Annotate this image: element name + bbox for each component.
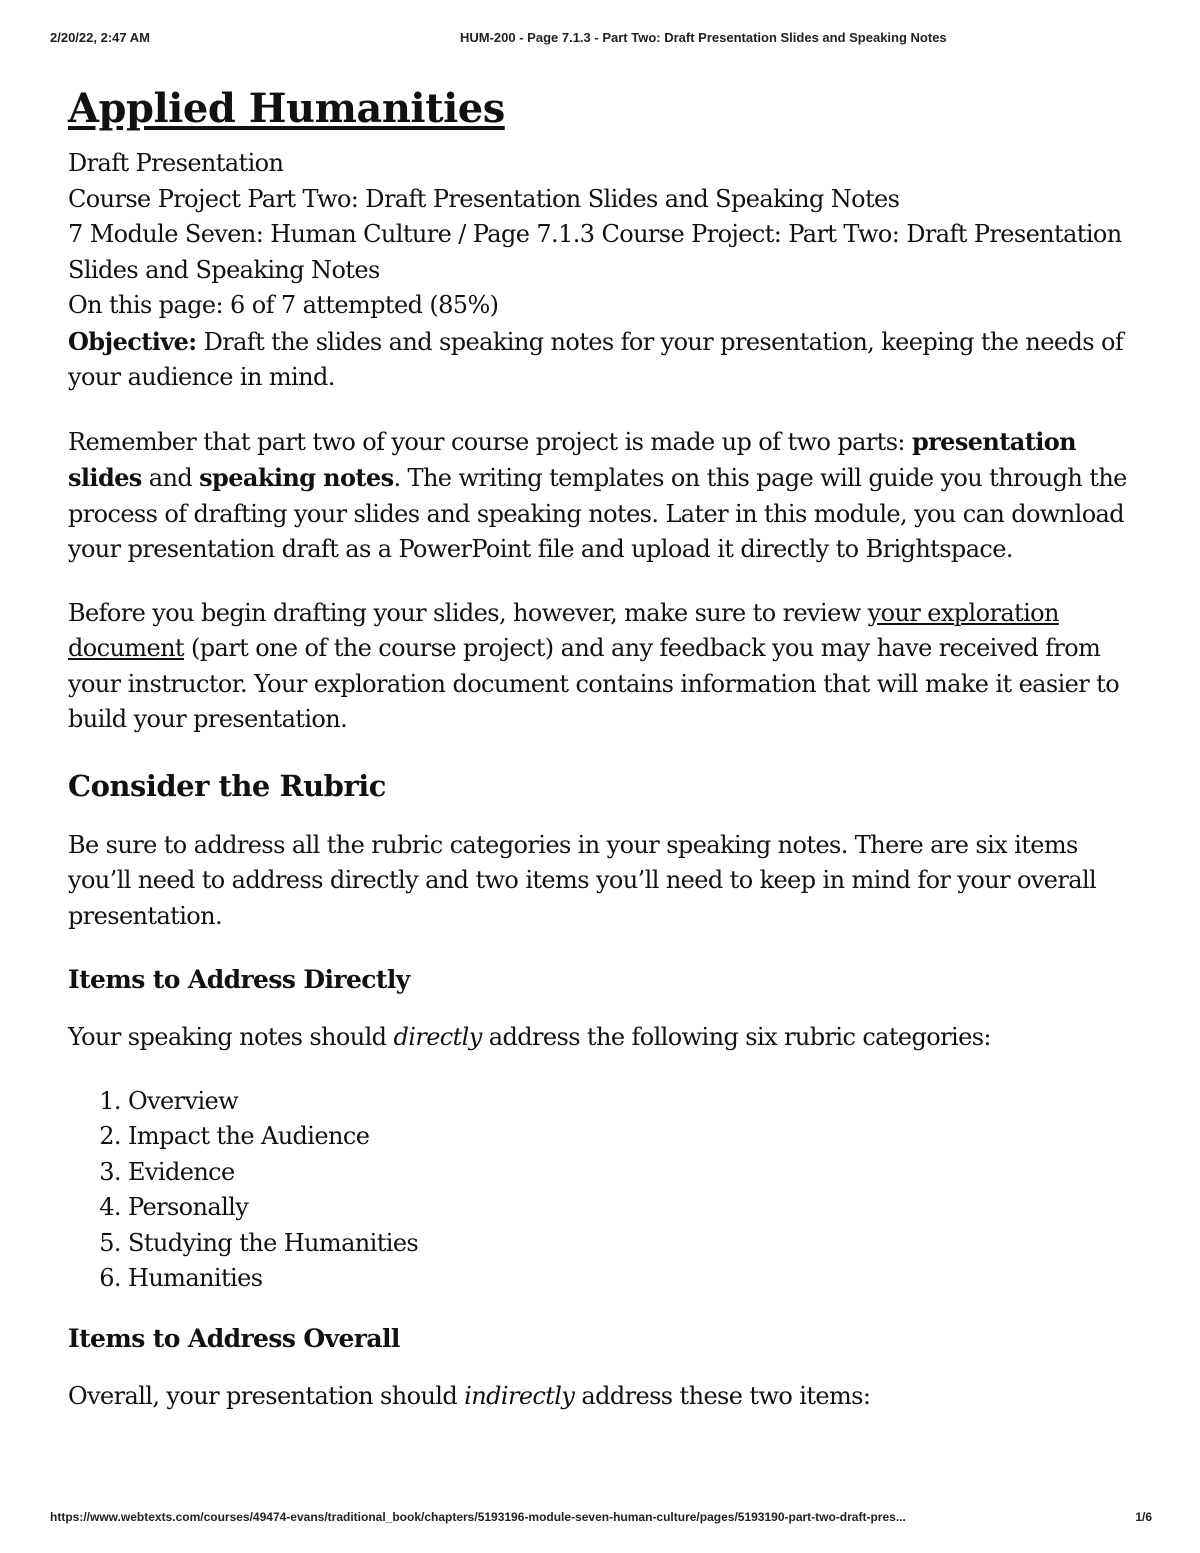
direct-emphasis: directly	[393, 1023, 482, 1051]
intro-text-a: Remember that part two of your course project is made up of two parts:	[68, 427, 912, 456]
print-header	[50, 30, 1152, 50]
objective-text: Draft the slides and speaking notes for your presentation, keeping the needs of your audience in mind.	[68, 327, 1124, 391]
meta-line-project: Course Project Part Two: Draft Presentation Slides and Speaking Notes	[68, 184, 900, 213]
intro-text-e: . The writing templates on this page will guide you through the process of drafting your slides and speaking notes. Later in this module, you can download your presentation draft as a PowerPoint file and upload it directly to Brightspace.	[68, 464, 1127, 563]
direct-intro	[68, 1020, 1140, 1056]
exploration-document-link[interactable]: your exploration document	[68, 598, 1059, 662]
intro-bold-slides: presentation slides	[68, 426, 1076, 492]
print-url: https://www.webtexts.com/courses/49474-evans/traditional_book/chapters/5193196-module-seven-human-culture/pages/5193190-part-two-draft-pres...	[50, 1510, 906, 1524]
meta-line-breadcrumb: 7 Module Seven: Human Culture / Page 7.1.3 Course Project: Part Two: Draft Presentation Slides and Speaking Notes	[68, 220, 1122, 284]
rubric-heading: Consider the Rubric	[68, 768, 386, 803]
overall-text-a: Overall, your presentation should	[68, 1381, 465, 1410]
meta-line-section: Draft Presentation	[68, 149, 284, 177]
overall-emphasis: indirectly	[464, 1381, 575, 1410]
rubric-list	[68, 1084, 1140, 1297]
list-item: 6. Humanities	[128, 1261, 1140, 1297]
review-text-a: Before you begin drafting your slides, however, make sure to review	[68, 598, 868, 627]
objective	[68, 324, 1140, 396]
list-item: 4. Personally	[128, 1190, 1140, 1226]
print-page-number: 1/6	[1135, 1510, 1152, 1524]
print-date: 2/20/22, 2:47 AM	[50, 30, 150, 45]
document-body	[68, 82, 1140, 1442]
page-title: Applied Humanities	[68, 85, 505, 132]
page-meta	[68, 146, 1140, 396]
print-footer	[50, 1510, 1152, 1530]
intro-text-c: and	[141, 464, 200, 492]
intro-paragraph	[68, 424, 1140, 568]
print-page-title: HUM-200 - Page 7.1.3 - Part Two: Draft Presentation Slides and Speaking Notes	[460, 30, 947, 45]
direct-text-a: Your speaking notes should	[68, 1023, 394, 1051]
rubric-intro: Be sure to address all the rubric categories in your speaking notes. There are six items you’ll need to address directly and two items you’ll need to keep in mind for your overall presentation.	[68, 830, 1097, 930]
overall-heading: Items to Address Overall	[68, 1323, 400, 1353]
list-item: 5. Studying the Humanities	[128, 1226, 1140, 1262]
meta-line-progress: On this page: 6 of 7 attempted (85%)	[68, 291, 499, 319]
list-item: 3. Evidence	[128, 1155, 1140, 1191]
overall-intro	[68, 1379, 1140, 1415]
review-text-b: (part one of the course project) and any feedback you may have received from your instructor. Your exploration document contains information that will make it easier to build your presentation.	[68, 634, 1120, 733]
list-item: 1. Overview	[128, 1084, 1140, 1120]
direct-text-b: address the following six rubric categories:	[481, 1023, 991, 1051]
review-paragraph	[68, 596, 1140, 738]
direct-heading: Items to Address Directly	[68, 965, 410, 994]
intro-bold-notes: speaking notes	[199, 463, 394, 492]
list-item: 2. Impact the Audience	[128, 1119, 1140, 1155]
objective-label: Objective:	[68, 326, 197, 356]
overall-text-b: address these two items:	[574, 1381, 871, 1410]
